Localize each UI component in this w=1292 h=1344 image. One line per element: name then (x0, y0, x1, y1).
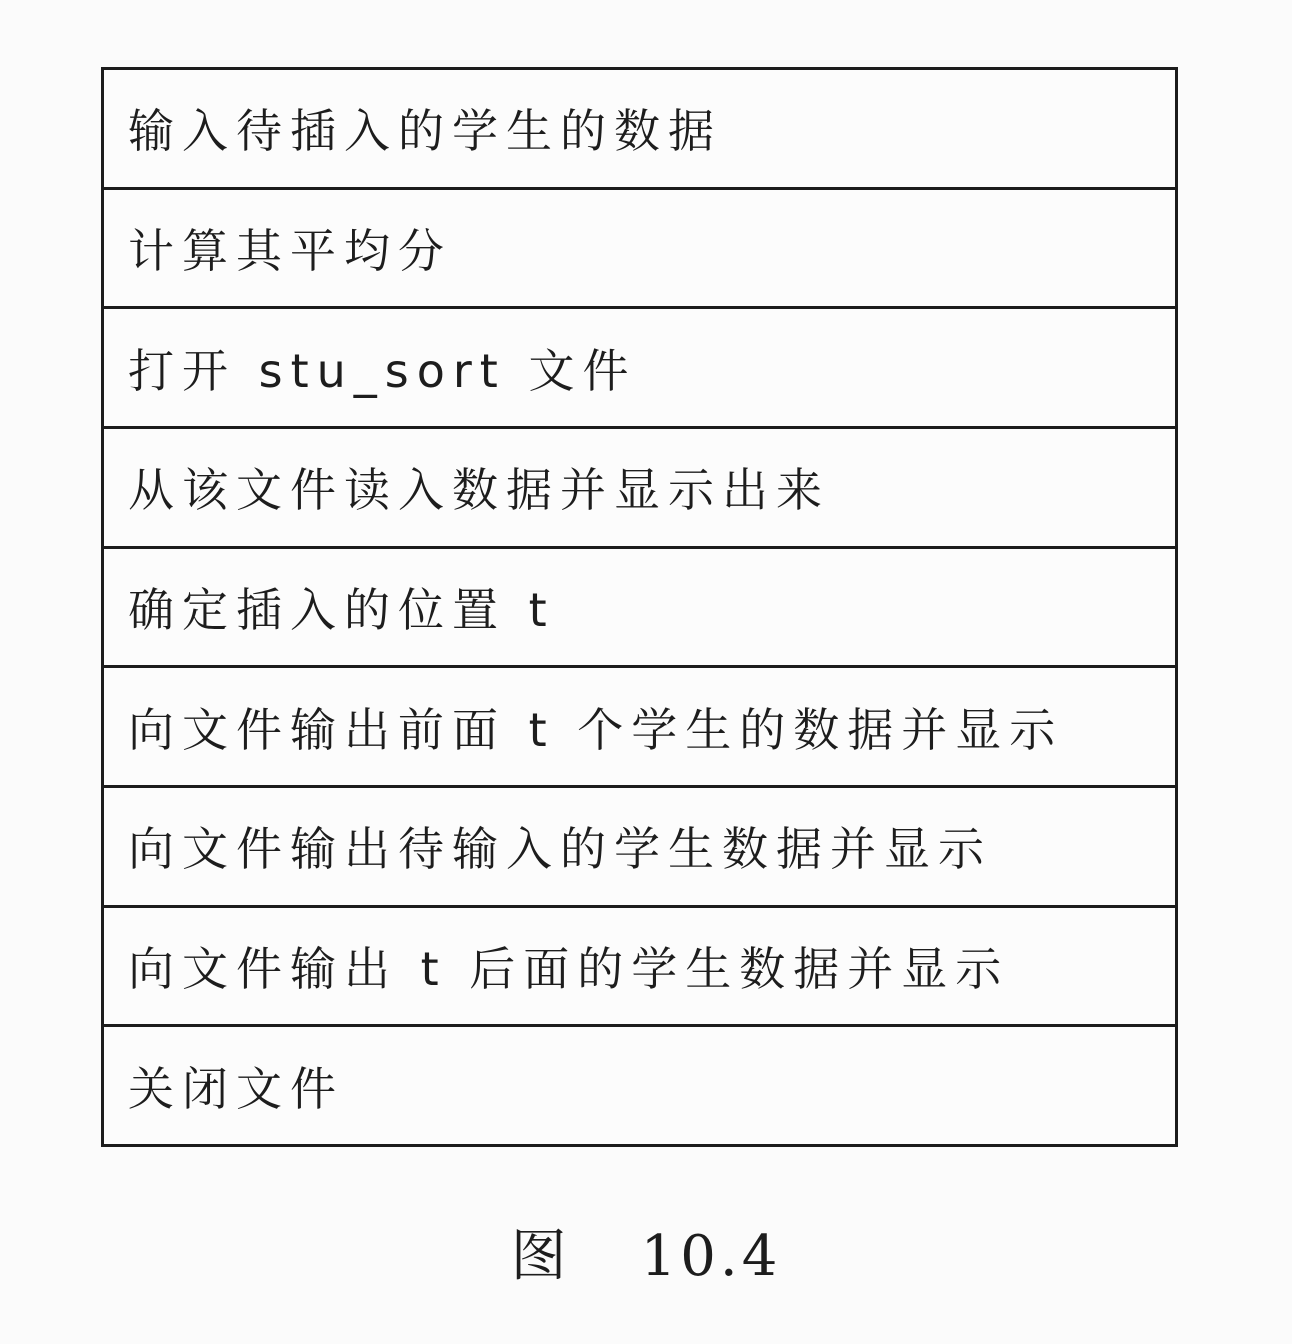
step-open-file: 打开 stu_sort 文件 (104, 306, 1175, 426)
step-compute-average: 计算其平均分 (104, 187, 1175, 307)
step-close-file: 关闭文件 (104, 1024, 1175, 1144)
step-output-first-t: 向文件输出前面 t 个学生的数据并显示 (104, 665, 1175, 785)
step-determine-position: 确定插入的位置 t (104, 546, 1175, 666)
structure-diagram (101, 67, 1178, 1147)
step-read-and-display: 从该文件读入数据并显示出来 (104, 426, 1175, 546)
step-output-after-t: 向文件输出 t 后面的学生数据并显示 (104, 905, 1175, 1025)
step-output-new-student: 向文件输出待输入的学生数据并显示 (104, 785, 1175, 905)
figure-caption-number: 10.4 (640, 1224, 782, 1289)
figure-caption-label: 图 (510, 1224, 571, 1289)
step-input-student-data: 输入待插入的学生的数据 (128, 104, 722, 159)
figure-caption (0, 1212, 1292, 1292)
